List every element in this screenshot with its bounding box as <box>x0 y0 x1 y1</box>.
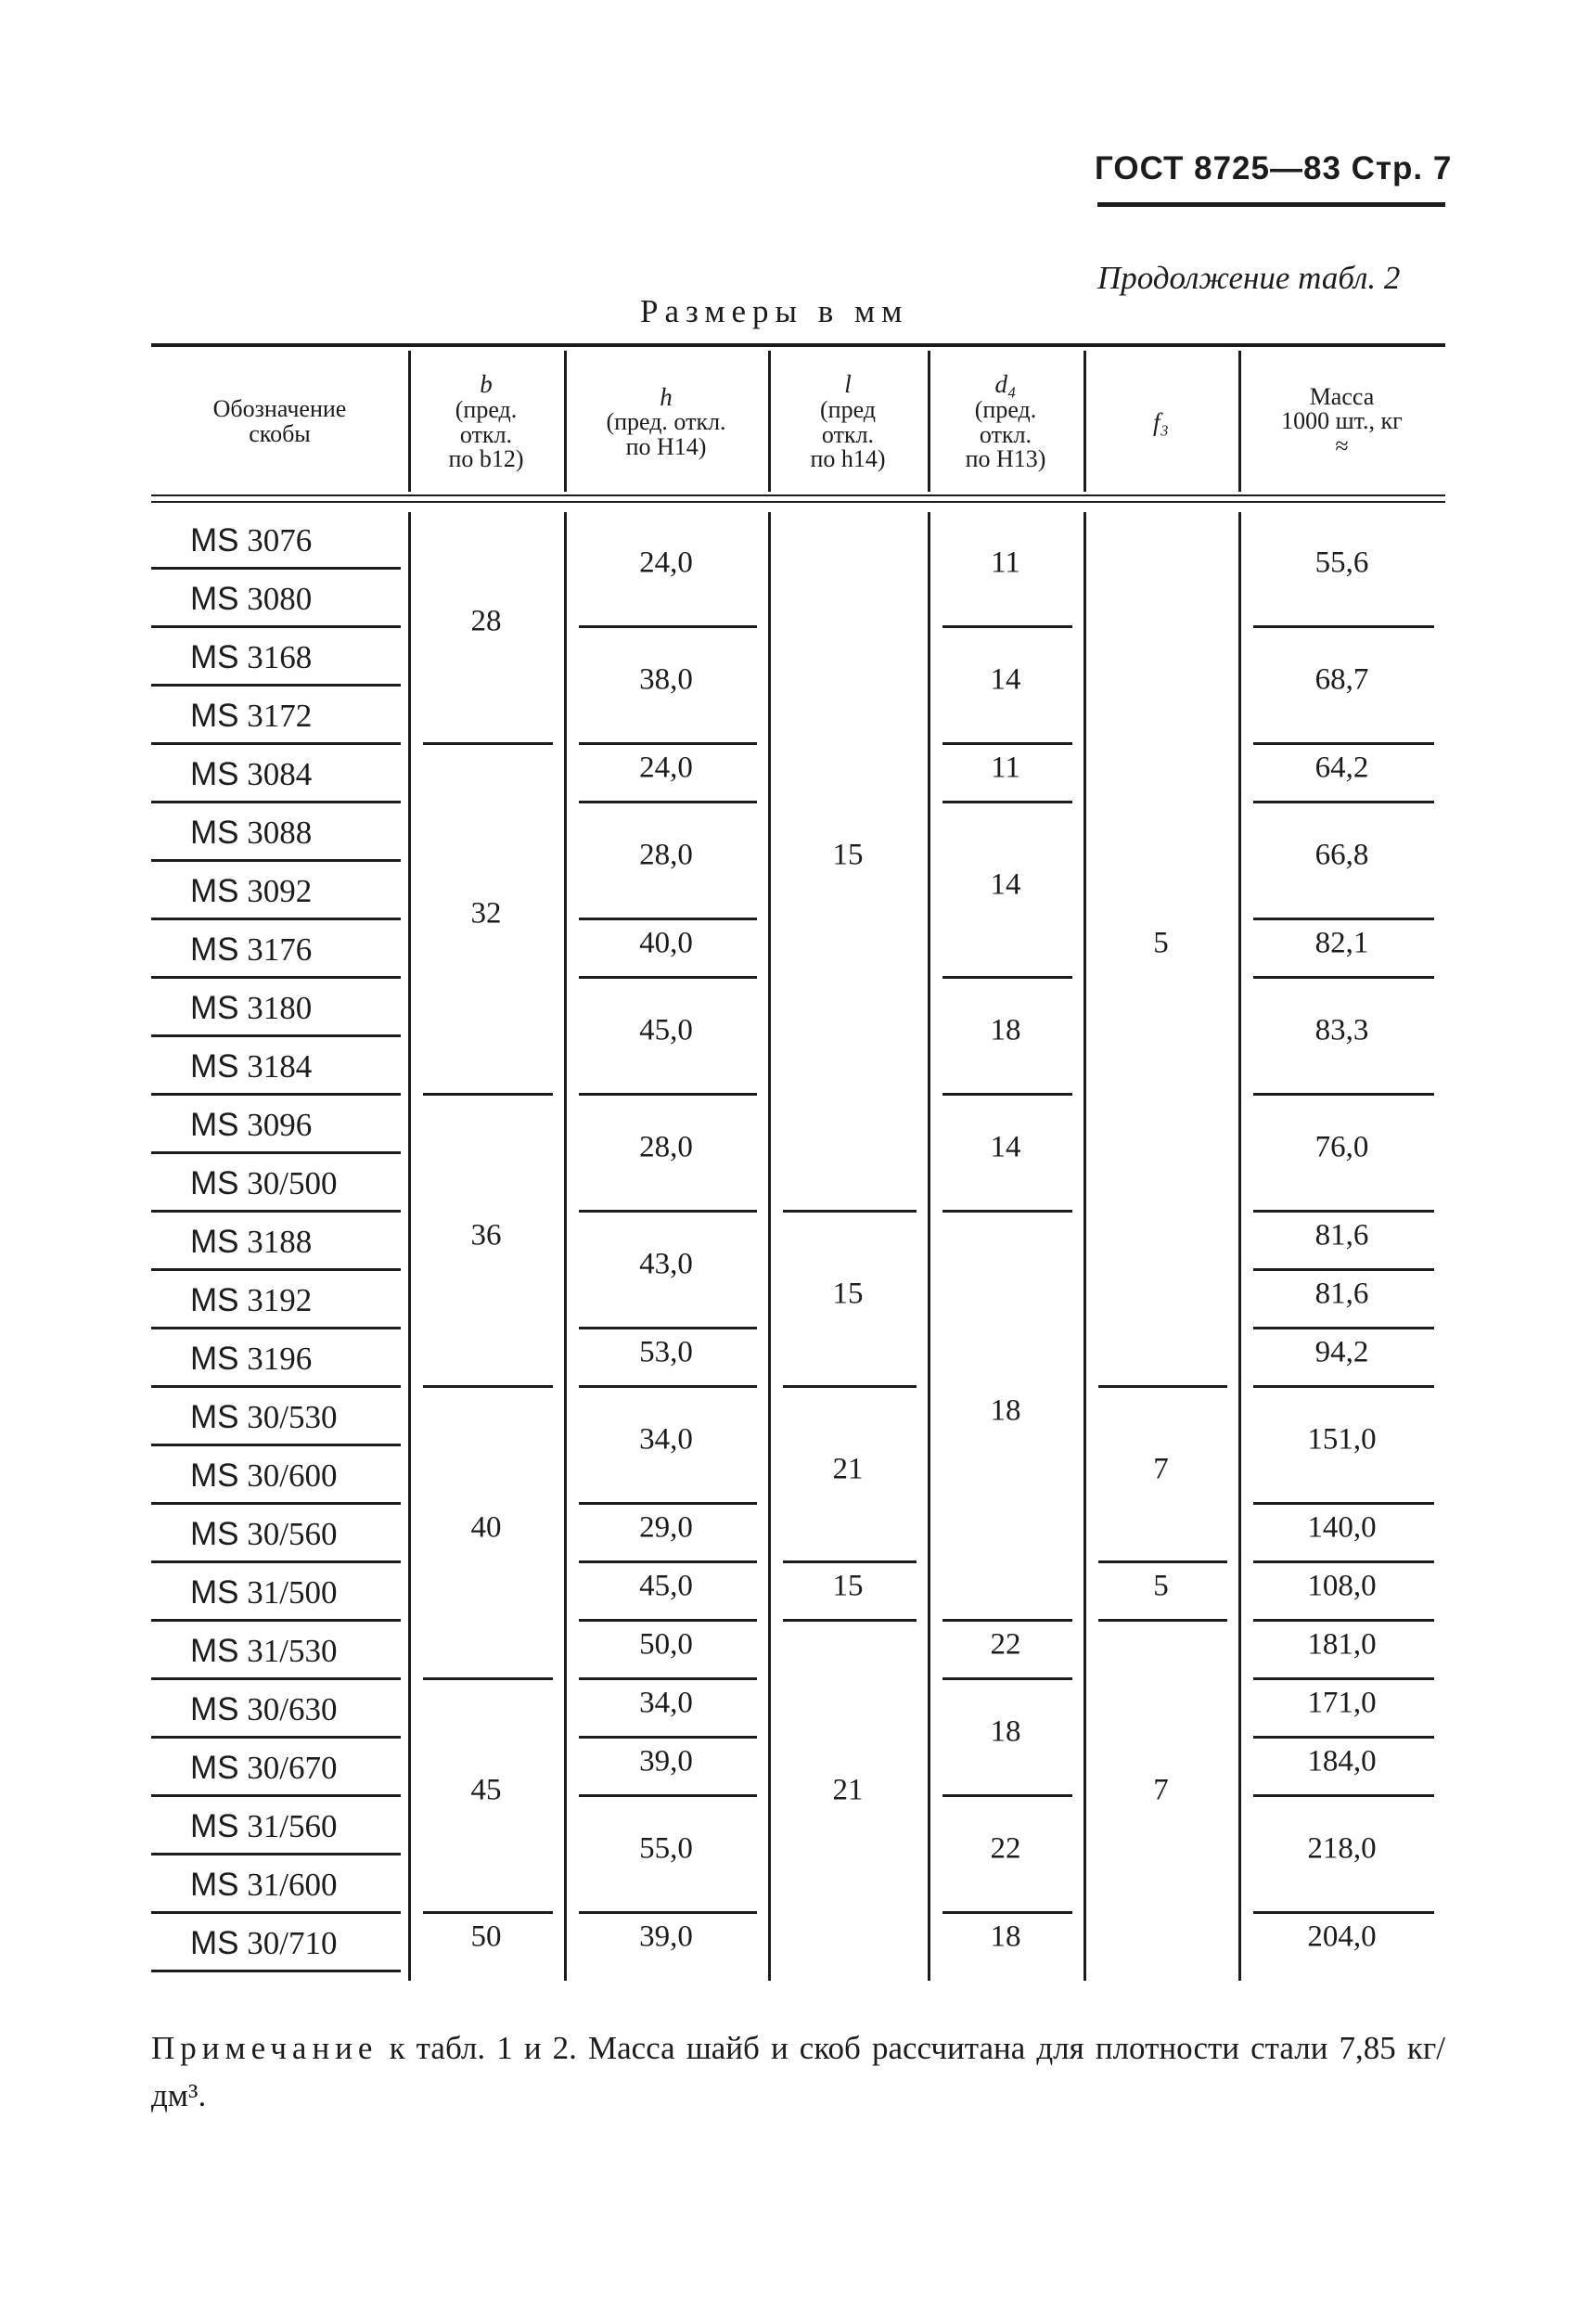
header-bottom-rule <box>151 501 1445 503</box>
d4-cell: 14 <box>990 867 1021 901</box>
cell-separator <box>942 1677 1072 1680</box>
cell-separator <box>423 1677 553 1680</box>
mass-cell: 81,6 <box>1314 1277 1369 1310</box>
d4-cell: 18 <box>990 1393 1021 1427</box>
designation-cell <box>190 1808 337 1845</box>
designation-number: 3180 <box>238 990 313 1026</box>
designation-number: 30/710 <box>238 1925 338 1961</box>
designation-underline <box>151 1502 401 1505</box>
mass-cell: 55,6 <box>1314 546 1369 580</box>
designation-prefix: MS <box>190 1574 239 1611</box>
designation-number: 31/500 <box>238 1574 338 1611</box>
designation-number: 30/670 <box>238 1750 338 1786</box>
designation-underline <box>151 742 401 745</box>
d4-cell: 18 <box>990 1013 1021 1047</box>
cell-separator <box>1253 976 1434 979</box>
h-cell: 28,0 <box>639 838 693 872</box>
designation-number: 3176 <box>238 931 313 968</box>
cell-separator <box>1253 1210 1434 1213</box>
designation-number: 3096 <box>238 1107 313 1143</box>
f3-cell: 5 <box>1153 926 1169 959</box>
designation-cell <box>190 698 312 735</box>
designation-number: 3092 <box>238 873 313 909</box>
header-symbol: l <box>844 370 852 398</box>
designation-underline <box>151 859 401 862</box>
designation-prefix: MS <box>190 990 239 1026</box>
header-line: (пред <box>820 395 876 423</box>
cell-separator <box>1253 1736 1434 1739</box>
header-l <box>768 372 928 472</box>
h-cell: 45,0 <box>639 1569 693 1602</box>
cell-separator <box>579 918 757 920</box>
l-cell: 21 <box>832 1773 864 1807</box>
designation-cell <box>190 1516 337 1553</box>
header-line: откл. <box>979 420 1032 448</box>
designation-cell <box>190 873 312 910</box>
designation-cell <box>190 1224 312 1261</box>
b-cell: 40 <box>470 1510 502 1544</box>
header-symbol: f₃ <box>1153 407 1169 436</box>
cell-separator <box>1253 1911 1434 1914</box>
header-rule <box>1097 202 1445 207</box>
mass-cell: 151,0 <box>1307 1422 1377 1457</box>
mass-cell: 66,8 <box>1314 838 1369 872</box>
mass-cell: 204,0 <box>1307 1920 1377 1953</box>
designation-underline <box>151 567 401 570</box>
cell-separator <box>579 1677 757 1680</box>
designation-number: 31/560 <box>238 1808 338 1844</box>
header-line: Обозначение <box>212 395 347 422</box>
h-cell: 39,0 <box>639 1920 693 1953</box>
designation-prefix: MS <box>190 522 239 559</box>
cell-separator <box>579 1327 757 1329</box>
d4-cell: 22 <box>990 1627 1021 1661</box>
designation-underline <box>151 918 401 920</box>
cell-separator <box>1253 1093 1434 1096</box>
designation-underline <box>151 1093 401 1096</box>
cell-separator <box>579 976 757 979</box>
designation-cell <box>190 1925 337 1962</box>
designation-number: 3188 <box>238 1224 313 1260</box>
d4-cell: 14 <box>990 1130 1021 1164</box>
header-line: по b12) <box>448 445 524 473</box>
designation-number: 3080 <box>238 581 313 617</box>
designation-prefix: MS <box>190 1341 239 1377</box>
designation-number: 30/600 <box>238 1457 338 1494</box>
designation-cell <box>190 1750 337 1787</box>
h-cell: 39,0 <box>639 1744 693 1778</box>
designation-underline <box>151 1385 401 1388</box>
designation-prefix: MS <box>190 1516 239 1552</box>
mass-cell: 181,0 <box>1307 1627 1377 1661</box>
f3-cell: 5 <box>1153 1569 1169 1602</box>
designation-underline <box>151 1327 401 1329</box>
designation-prefix: MS <box>190 698 239 734</box>
header-line: по h14) <box>810 445 886 473</box>
designation-cell <box>190 1399 337 1436</box>
designation-prefix: MS <box>190 1457 239 1494</box>
note-text: к табл. 1 и 2. Масса шайб и скоб рассчитана для плотности стали 7,85 кг/дм³. <box>151 2030 1445 2113</box>
designation-underline <box>151 1151 401 1154</box>
designation-cell <box>190 1341 312 1378</box>
designation-prefix: MS <box>190 1691 239 1727</box>
cell-separator <box>579 1093 757 1096</box>
designation-number: 31/530 <box>238 1633 338 1669</box>
designation-prefix: MS <box>190 1808 239 1844</box>
b-cell: 32 <box>470 896 502 931</box>
cell-separator <box>783 1619 917 1622</box>
header-symbol: b <box>480 370 493 398</box>
header-line: (пред. <box>974 395 1037 423</box>
designation-cell <box>190 1633 337 1670</box>
cell-separator <box>783 1385 917 1388</box>
table-note <box>151 2024 1445 2119</box>
header-mass <box>1238 382 1445 460</box>
designation-underline <box>151 1034 401 1037</box>
designation-prefix: MS <box>190 1750 239 1786</box>
cell-separator <box>579 742 757 745</box>
designation-prefix: MS <box>190 873 239 909</box>
h-cell: 55,0 <box>639 1831 693 1866</box>
cell-separator <box>942 1619 1072 1622</box>
cell-separator <box>1253 1502 1434 1505</box>
mass-cell: 94,2 <box>1314 1335 1369 1368</box>
designation-cell <box>190 990 312 1027</box>
d4-cell: 14 <box>990 662 1021 697</box>
cell-separator <box>942 1210 1072 1213</box>
cell-separator <box>1098 1619 1227 1622</box>
cell-separator <box>1253 1268 1434 1271</box>
designation-prefix: MS <box>190 1867 239 1903</box>
cell-separator <box>1253 742 1434 745</box>
designation-underline <box>151 976 401 979</box>
mass-cell: 81,6 <box>1314 1218 1369 1252</box>
designation-number: 3084 <box>238 756 313 792</box>
cell-separator <box>783 1210 917 1213</box>
designation-cell <box>190 1457 337 1495</box>
designation-prefix: MS <box>190 756 239 792</box>
cell-separator <box>942 976 1072 979</box>
l-cell: 15 <box>832 838 864 872</box>
designation-underline <box>151 684 401 687</box>
designation-number: 3168 <box>238 639 313 675</box>
designation-cell <box>190 1574 337 1611</box>
designation-underline <box>151 1736 401 1739</box>
designation-prefix: MS <box>190 1224 239 1260</box>
h-cell: 50,0 <box>639 1627 693 1661</box>
b-cell: 45 <box>470 1773 502 1807</box>
cell-separator <box>579 1210 757 1213</box>
cell-separator <box>1253 918 1434 920</box>
l-cell: 21 <box>832 1452 864 1485</box>
mass-cell: 140,0 <box>1307 1510 1377 1544</box>
designation-number: 3196 <box>238 1341 313 1377</box>
designation-prefix: MS <box>190 1165 239 1201</box>
header-line: Масса <box>1309 382 1375 410</box>
designation-prefix: MS <box>190 1048 239 1085</box>
designation-prefix: MS <box>190 1282 239 1318</box>
header-line: (пред. откл. <box>606 408 726 436</box>
h-cell: 34,0 <box>639 1422 693 1457</box>
cell-separator <box>579 1385 757 1388</box>
designation-cell <box>190 756 312 793</box>
header-line: откл. <box>459 420 513 448</box>
designation-underline <box>151 1794 401 1797</box>
designation-underline <box>151 1677 401 1680</box>
designation-underline <box>151 801 401 803</box>
mass-cell: 76,0 <box>1314 1130 1369 1164</box>
cell-separator <box>423 1911 553 1914</box>
d4-cell: 18 <box>990 1920 1021 1953</box>
designation-prefix: MS <box>190 581 239 617</box>
cell-separator <box>579 1911 757 1914</box>
cell-separator <box>579 1560 757 1563</box>
units-label: Размеры в мм <box>640 293 909 329</box>
cell-separator <box>579 1502 757 1505</box>
cell-separator <box>942 1093 1072 1096</box>
designation-underline <box>151 1210 401 1213</box>
header-symbol: h <box>660 382 673 411</box>
designation-prefix: MS <box>190 1399 239 1435</box>
f3-cell: 7 <box>1153 1773 1169 1807</box>
designation-underline <box>151 1444 401 1446</box>
header-h <box>564 382 768 461</box>
cell-separator <box>579 1794 757 1797</box>
designation-prefix: MS <box>190 1107 239 1143</box>
h-cell: 29,0 <box>639 1510 693 1544</box>
designation-prefix: MS <box>190 1925 239 1961</box>
cell-separator <box>579 801 757 803</box>
d4-cell: 11 <box>991 546 1020 580</box>
cell-separator <box>1098 1385 1227 1388</box>
header-f3 <box>1083 407 1238 436</box>
designation-prefix: MS <box>190 1633 239 1669</box>
body-col-separator <box>928 512 930 1981</box>
designation-underline <box>151 1970 401 1972</box>
d4-cell: 22 <box>990 1831 1021 1866</box>
designation-cell <box>190 522 312 559</box>
cell-separator <box>1253 1677 1434 1680</box>
designation-prefix: MS <box>190 931 239 968</box>
cell-separator <box>942 625 1072 628</box>
designation-cell <box>190 1107 312 1144</box>
cell-separator <box>423 1093 553 1096</box>
mass-cell: 68,7 <box>1314 662 1369 697</box>
designation-cell <box>190 1282 312 1319</box>
h-cell: 28,0 <box>639 1130 693 1164</box>
header-line: скобы <box>249 419 311 447</box>
cell-separator <box>1098 1560 1227 1563</box>
cell-separator <box>579 1736 757 1739</box>
h-cell: 38,0 <box>639 662 693 697</box>
cell-separator <box>783 1560 917 1563</box>
mass-cell: 83,3 <box>1314 1013 1369 1047</box>
cell-separator <box>1253 801 1434 803</box>
designation-number: 3184 <box>238 1048 313 1085</box>
mass-cell: 184,0 <box>1307 1744 1377 1778</box>
designation-number: 30/560 <box>238 1516 338 1552</box>
cell-separator <box>423 742 553 745</box>
designation-number: 30/500 <box>238 1165 338 1201</box>
cell-separator <box>942 1911 1072 1914</box>
header-line: ≈ <box>1335 432 1349 460</box>
h-cell: 24,0 <box>639 546 693 580</box>
designation-number: 30/630 <box>238 1691 338 1727</box>
body-col-separator <box>1083 512 1086 1981</box>
cell-separator <box>1253 1794 1434 1797</box>
h-cell: 24,0 <box>639 751 693 784</box>
designation-underline <box>151 625 401 628</box>
header-b <box>408 372 564 472</box>
mass-cell: 218,0 <box>1307 1831 1377 1866</box>
h-cell: 53,0 <box>639 1335 693 1368</box>
d4-cell: 18 <box>990 1714 1021 1749</box>
header-line: по H14) <box>625 433 707 461</box>
header-d4 <box>928 372 1083 472</box>
cell-separator <box>579 625 757 628</box>
designation-cell <box>190 1165 337 1202</box>
cell-separator <box>1253 1560 1434 1563</box>
b-cell: 36 <box>470 1218 502 1252</box>
designation-cell <box>190 931 312 969</box>
designation-cell <box>190 639 312 676</box>
cell-separator <box>423 1385 553 1388</box>
body-col-separator <box>768 512 771 1981</box>
designation-cell <box>190 1691 337 1728</box>
designation-prefix: MS <box>190 815 239 851</box>
l-cell: 15 <box>832 1569 864 1602</box>
mass-cell: 64,2 <box>1314 751 1369 784</box>
cell-separator <box>1253 625 1434 628</box>
header-symbol: d₄ <box>994 370 1017 398</box>
designation-underline <box>151 1268 401 1271</box>
cell-separator <box>1253 1385 1434 1388</box>
designation-number: 31/600 <box>238 1867 338 1903</box>
designation-underline <box>151 1853 401 1855</box>
cell-separator <box>942 1794 1072 1797</box>
header-line: (пред. <box>455 395 518 423</box>
designation-prefix: MS <box>190 639 239 675</box>
continuation-label: Продолжение табл. 2 <box>1097 260 1401 296</box>
designation-cell <box>190 581 312 618</box>
cell-separator <box>1253 1619 1434 1622</box>
mass-cell: 108,0 <box>1307 1569 1377 1602</box>
header-line: откл. <box>821 420 875 448</box>
designation-number: 3192 <box>238 1282 313 1318</box>
cell-separator <box>942 801 1072 803</box>
designation-number: 3076 <box>238 522 313 559</box>
header-bottom-rule <box>151 494 1445 496</box>
h-cell: 40,0 <box>639 926 693 959</box>
h-cell: 34,0 <box>639 1686 693 1719</box>
designation-cell <box>190 1867 337 1904</box>
f3-cell: 7 <box>1153 1452 1169 1485</box>
designation-cell <box>190 815 312 852</box>
designation-number: 3172 <box>238 698 313 734</box>
designation-underline <box>151 1560 401 1563</box>
designation-underline <box>151 1619 401 1622</box>
designation-number: 3088 <box>238 815 313 851</box>
header-line: по H13) <box>965 445 1046 473</box>
header-designation <box>151 397 408 447</box>
note-label: Примечание <box>151 2030 378 2066</box>
table-top-rule <box>151 343 1445 347</box>
d4-cell: 11 <box>991 751 1020 784</box>
designation-number: 30/530 <box>238 1399 338 1435</box>
h-cell: 45,0 <box>639 1013 693 1047</box>
mass-cell: 82,1 <box>1314 926 1369 959</box>
mass-cell: 171,0 <box>1307 1686 1377 1719</box>
designation-cell <box>190 1048 312 1085</box>
cell-separator <box>579 1619 757 1622</box>
b-cell: 28 <box>470 604 502 638</box>
cell-separator <box>942 742 1072 745</box>
l-cell: 15 <box>832 1277 864 1310</box>
h-cell: 43,0 <box>639 1247 693 1281</box>
header-line: 1000 шт., кг <box>1281 407 1403 435</box>
page-header: ГОСТ 8725—83 Стр. 7 <box>1095 150 1453 186</box>
cell-separator <box>1253 1327 1434 1329</box>
designation-underline <box>151 1911 401 1914</box>
b-cell: 50 <box>470 1920 502 1953</box>
